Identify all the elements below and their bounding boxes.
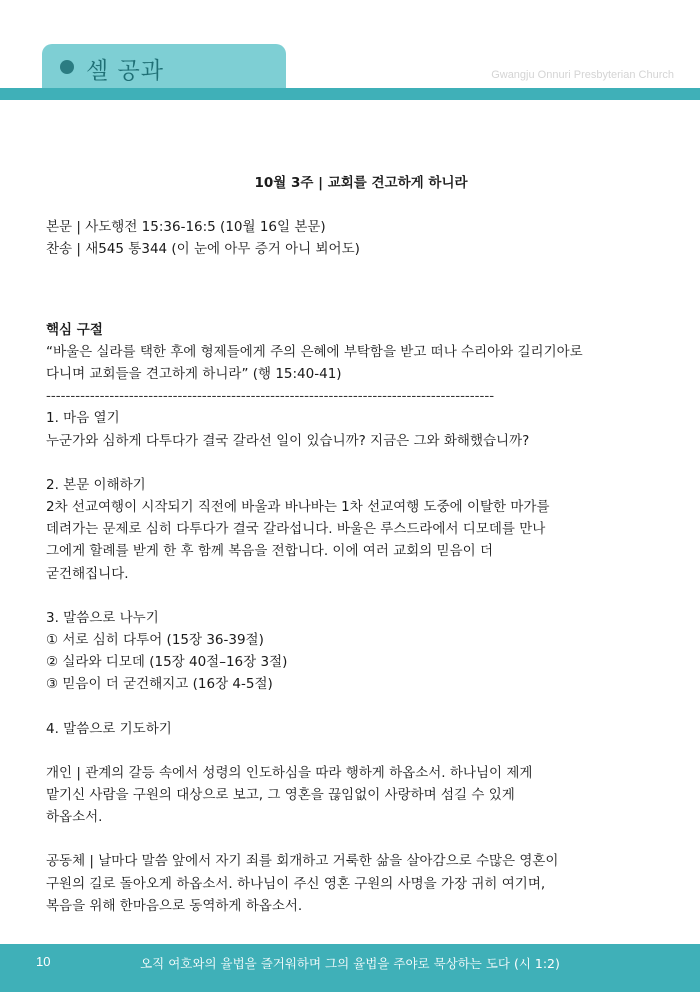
bullet-dot-icon bbox=[60, 60, 74, 74]
section-text: 굳건해집니다. bbox=[46, 565, 129, 582]
list-item: ① 서로 심히 다투어 (15장 36-39절) bbox=[46, 632, 264, 649]
key-verse-line: “바울은 실라를 택한 후에 형제들에게 주의 은혜에 부탁함을 받고 떠나 수리아와 길리기아로 bbox=[46, 343, 583, 360]
section-text: 2차 선교여행이 시작되기 직전에 바울과 바나바는 1차 선교여행 도중에 이탈한 마가를 bbox=[46, 499, 550, 516]
page-number: 10 bbox=[36, 954, 51, 969]
document-title: 10월 3주 | 교회를 견고하게 하니라 bbox=[254, 175, 468, 191]
prayer-community: 공동체 | 날마다 말씀 앞에서 자기 죄를 회개하고 거룩한 삶을 살아감으로 수많은 영혼이 bbox=[46, 853, 559, 870]
hymn-line: 찬송 | 새545 통344 (이 눈에 아무 증거 아니 뵈어도) bbox=[46, 241, 360, 258]
header-title: 셀 공과 bbox=[86, 58, 164, 84]
section-text: 누군가와 심하게 다투다가 결국 갈라선 일이 있습니까? 지금은 그와 화해했습니까? bbox=[46, 432, 530, 449]
scripture-line: 본문 | 사도행전 15:36-16:5 (10월 16일 본문) bbox=[46, 219, 326, 236]
prayer-personal: 맡기신 사람을 구원의 대상으로 보고, 그 영혼을 끊임없이 사랑하며 섬길 수 있게 bbox=[46, 787, 515, 804]
list-item: ③ 믿음이 더 굳건해지고 (16장 4-5절) bbox=[46, 676, 273, 693]
key-verse-line: 다니며 교회들을 견고하게 하니라” (행 15:40-41) bbox=[46, 366, 342, 383]
list-item: ② 실라와 디모데 (15장 40절–16장 3절) bbox=[46, 654, 288, 671]
prayer-community: 복음을 위해 한마음으로 동역하게 하옵소서. bbox=[46, 897, 303, 914]
key-verse-heading: 핵심 구절 bbox=[46, 321, 103, 338]
section-text: 데려가는 문제로 심히 다투다가 결국 갈라섭니다. 바울은 루스드라에서 디모데를 만나 bbox=[46, 521, 546, 538]
divider: -------------------------------------------------------------------------------------------- bbox=[46, 388, 495, 405]
section-heading-3: 3. 말씀으로 나누기 bbox=[46, 609, 159, 626]
footer-verse: 오직 여호와의 율법을 즐거워하며 그의 율법을 주야로 묵상하는 도다 (시 1:2) bbox=[140, 956, 560, 971]
prayer-community: 구원의 길로 돌아오게 하옵소서. 하나님이 주신 영혼 구원의 사명을 가장 귀히 여기며, bbox=[46, 875, 546, 892]
prayer-personal: 하옵소서. bbox=[46, 809, 103, 826]
church-name: Gwangju Onnuri Presbyterian Church bbox=[491, 69, 674, 81]
section-text: 그에게 할례를 받게 한 후 함께 복음을 전합니다. 이에 여러 교회의 믿음이 더 bbox=[46, 543, 494, 560]
prayer-personal: 개인 | 관계의 갈등 속에서 성령의 인도하심을 따라 행하게 하옵소서. 하나님이 제게 bbox=[46, 764, 533, 781]
document-body bbox=[46, 172, 676, 917]
section-heading-1: 1. 마음 열기 bbox=[46, 410, 120, 427]
header-tab bbox=[42, 44, 286, 90]
section-heading-2: 2. 본문 이해하기 bbox=[46, 476, 146, 493]
header-bar bbox=[0, 88, 700, 100]
section-heading-4: 4. 말씀으로 기도하기 bbox=[46, 720, 172, 737]
